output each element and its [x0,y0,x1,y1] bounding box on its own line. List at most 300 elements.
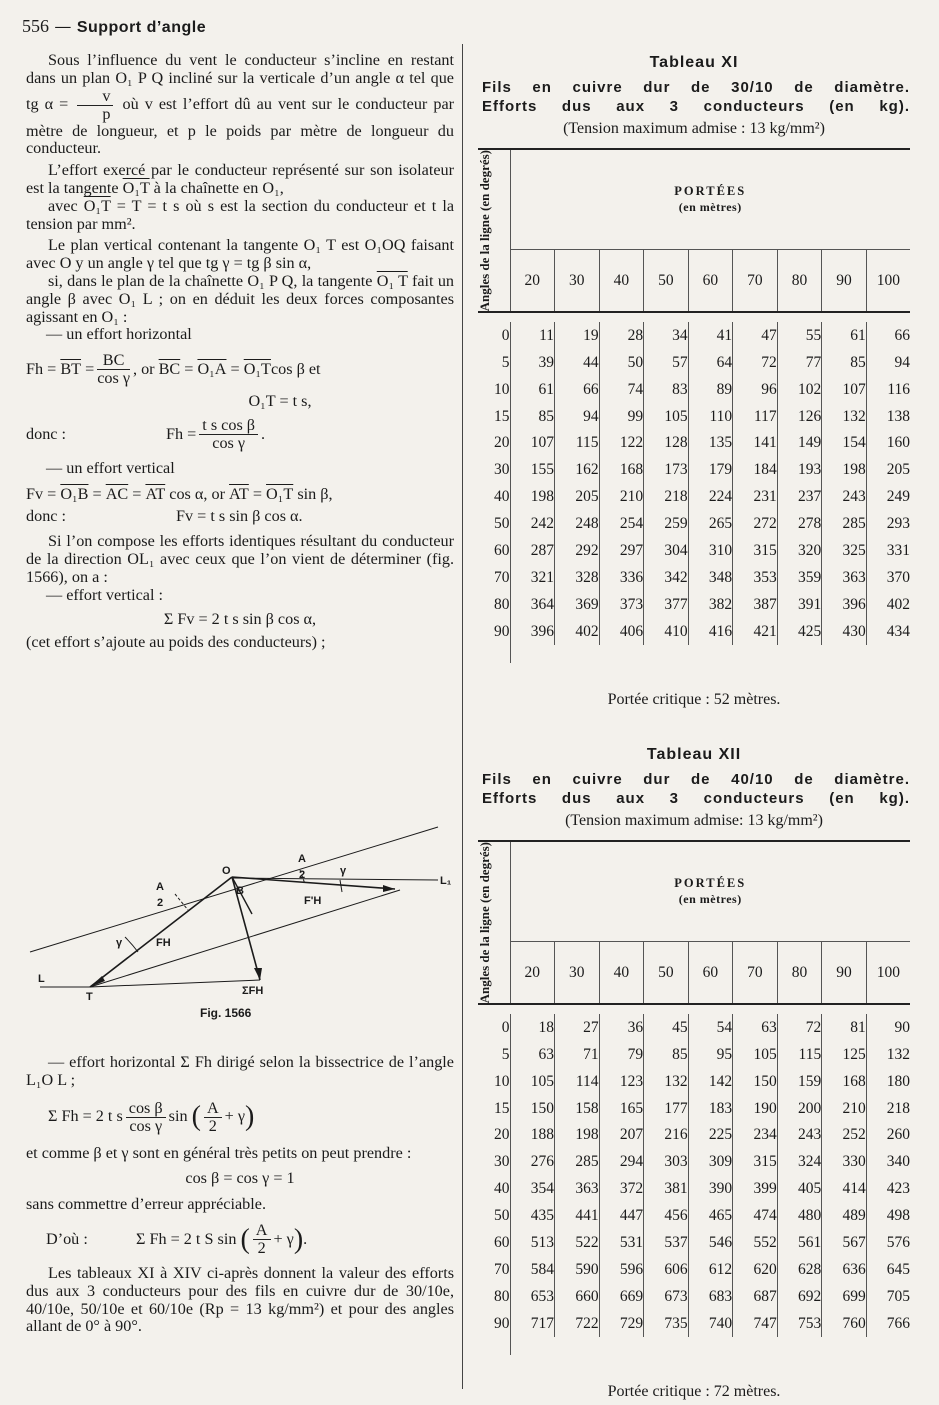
table-cell: 620 [733,1256,778,1283]
table-row [478,591,910,618]
eq1-e: = [230,359,240,378]
table-xi-subtitle-2: Efforts dus aux 3 conducteurs (en kg). [482,98,910,115]
label-2-left: 2 [157,897,164,909]
eq9-a: Σ Fh = 2 t S sin [136,1229,237,1248]
left-text-column [26,52,454,652]
table-row [478,430,910,457]
table-cell: 132 [644,1068,689,1095]
eq4-o1t: O₁T [266,484,294,503]
col-group-unit: (en mètres) [678,200,742,215]
eq1-b: = [85,359,95,378]
col-header: 50 [644,249,689,312]
eq9-half-den: 2 [257,1238,266,1257]
table-row [478,1283,910,1310]
table-cell: 105 [644,403,689,430]
table-cell: 216 [644,1122,689,1149]
row-axis-label: Angles de la ligne (en degrés) [477,842,492,1004]
table-cell: 89 [688,376,733,403]
label-o: O [222,865,231,877]
table-cell: 19 [555,322,600,349]
col-header: 60 [688,249,733,312]
column-divider [462,44,463,1389]
paragraph-1 [26,52,454,158]
table-cell: 364 [530,595,555,613]
col-header: 30 [555,249,600,312]
table-xi-note: (Tension maximum admise : 13 kg/mm²) [563,120,825,137]
table-row [478,1095,910,1122]
table-row [478,1310,910,1337]
row-angle: 0 [478,1014,510,1041]
table-cell: 292 [555,538,600,565]
table-cell: 430 [822,618,867,645]
table-cell: 294 [599,1149,644,1176]
label-a-left: A [156,881,164,893]
table-cell: 99 [599,403,644,430]
table-cell: 498 [866,1203,910,1230]
table-cell: 272 [733,511,778,538]
row-angle: 30 [478,1149,510,1176]
table-cell: 747 [733,1310,778,1337]
table-cell: 55 [777,322,822,349]
table-cell: 162 [555,457,600,484]
eq5-label: donc : [26,506,67,525]
eq7-half-num: A [204,1100,222,1118]
line-l-o [30,827,438,952]
table-cell: 123 [599,1068,644,1095]
row-axis-header [478,841,510,1004]
p2-text: L’effort exercé par le conducteur représenté sur son isolateur est la tangente [26,161,454,197]
table-cell: 359 [777,564,822,591]
table-cell: 531 [599,1230,644,1257]
table-cell: 168 [822,1068,867,1095]
row-angle: 70 [478,564,510,591]
table-cell: 687 [733,1283,778,1310]
paragraph-11: Les tableaux XI à XIV ci-après donnent la valeur des efforts dus aux 3 conducteurs pour des fils en cuivre dur de 30/10e, 40/10e, 50/10e et 60/10e (Rp = 13 kg/mm²) et pour des angles allant de 0° à 90°. [26,1263,454,1336]
eq1-d: = [184,359,194,378]
table-cell: 293 [866,511,910,538]
table-row [478,457,910,484]
table-cell: 154 [822,430,867,457]
table-cell: 183 [688,1095,733,1122]
p3-text: avec [48,196,78,215]
col-header: 100 [866,941,910,1004]
table-cell: 47 [733,322,778,349]
col-header: 70 [733,249,778,312]
table-cell: 85 [538,407,555,425]
table-cell: 115 [777,1041,822,1068]
table-cell: 546 [688,1230,733,1257]
row-angle: 60 [478,538,510,565]
paragraph-8: — effort horizontal Σ Fh dirigé selon la bissectrice de l’angle L₁O L ; [26,1053,454,1089]
paren-close-2: ) [293,1223,304,1255]
table-cell: 537 [644,1230,689,1257]
eq7-b: sin [168,1107,188,1126]
col-header: 30 [555,941,600,1004]
table-cell: 489 [822,1203,867,1230]
left-text-column-lower [26,1054,454,1336]
table-cell: 590 [555,1256,600,1283]
col-group-header [510,841,910,941]
table-cell: 660 [555,1283,600,1310]
table-cell: 72 [777,1014,822,1041]
table-cell: 34 [644,322,689,349]
table-cell: 735 [644,1310,689,1337]
table-cell: 85 [644,1041,689,1068]
table-cell: 218 [866,1095,910,1122]
col-header: 80 [777,941,822,1004]
paragraph-6: Si l’on compose les efforts identiques résultant du conducteur de la direction OL₁ avec ceux que l’on vient de déterminer (fig. 1566), on a : [26,532,454,586]
table-cell: 122 [599,430,644,457]
table-cell: 50 [599,349,644,376]
section-title: Support d’angle [76,19,207,36]
paren-open: ( [191,1101,201,1133]
col-header: 40 [599,249,644,312]
table-cell: 66 [866,322,910,349]
col-group-label: PORTÉES [674,184,747,199]
table-row [478,484,910,511]
eq1-bc: $\overline{BC}$ [158,359,181,378]
table-cell: 421 [733,618,778,645]
eq1-o1a: O₁A [197,359,227,378]
table-cell: 717 [530,1314,555,1332]
p1-text: Sous l’influence du vent le conducteur s’incline en restant dans un plan O₁ P Q incliné sur la verticale d’un angle α tel que tg α = [26,51,454,113]
page-number: 556 [22,16,49,36]
table-cell: 188 [530,1126,555,1144]
table-cell: 309 [688,1149,733,1176]
table-cell: 699 [822,1283,867,1310]
table-row [478,1149,910,1176]
table-cell: 198 [822,457,867,484]
table-cell: 168 [599,457,644,484]
paragraph-7: (cet effort s’ajoute au poids des conducteurs) ; [26,633,326,652]
table-cell: 628 [777,1256,822,1283]
col-header: 20 [524,963,541,981]
label-fh-prime: F'H [304,895,322,907]
table-cell: 57 [644,349,689,376]
table-cell: 567 [822,1230,867,1257]
table-cell: 396 [530,622,555,640]
table-cell: 315 [733,538,778,565]
row-angle: 60 [478,1230,510,1257]
p5-vector: O₁ T [376,271,408,290]
table-cell: 561 [777,1230,822,1257]
eq9-label: D’où : [46,1229,88,1248]
table-cell: 331 [866,538,910,565]
table-cell: 683 [688,1283,733,1310]
col-header: 60 [688,941,733,1004]
table-cell: 74 [599,376,644,403]
figure-caption: Fig. 1566 [200,1006,252,1020]
col-group-unit: (en mètres) [678,892,742,907]
table-cell: 381 [644,1176,689,1203]
table-cell: 95 [688,1041,733,1068]
horizontal-effort-heading: — un effort horizontal [46,325,192,344]
table-cell: 173 [644,457,689,484]
table-cell: 198 [530,488,555,506]
figure-1566 [20,822,460,1032]
table-cell: 377 [644,591,689,618]
table-cell: 28 [599,322,644,349]
p1-text-b: où v est l’effort dû au vent sur le conducteur par mètre de longueur, et p le poids par mètre de longueur du conducteur. [26,94,455,158]
table-cell: 142 [688,1068,733,1095]
table-cell: 114 [555,1068,600,1095]
paragraph-5 [26,273,454,326]
table-cell: 54 [688,1014,733,1041]
table-cell: 225 [688,1122,733,1149]
table-cell: 61 [822,322,867,349]
table-row [478,1122,910,1149]
eq7-den: cos γ [129,1116,163,1135]
eq7-half-den: 2 [208,1116,217,1135]
table-row [478,1230,910,1257]
label-gamma-left: γ [116,937,123,949]
table-cell: 207 [599,1122,644,1149]
table-cell: 107 [530,434,555,452]
eq4-a: Fv = [26,484,57,503]
table-row [478,538,910,565]
row-angle: 80 [478,591,510,618]
table-cell: 705 [866,1283,910,1310]
paragraph-2 [26,162,454,198]
table-xi-critical: Portée critique : 52 mètres. [607,691,781,709]
table-xi-title: Tableau XI [649,54,739,71]
eq1-fraction [97,352,130,387]
table-cell: 110 [688,403,733,430]
table-row [478,349,910,376]
table-cell: 766 [866,1310,910,1337]
table-cell: 396 [822,591,867,618]
table-cell: 193 [777,457,822,484]
col-header: 80 [777,249,822,312]
table-cell: 242 [530,515,555,533]
table-cell: 522 [555,1230,600,1257]
table-xii [478,840,910,1355]
table-cell: 115 [555,430,600,457]
eq7-num: cos β [126,1100,166,1118]
table-cell: 39 [538,353,555,371]
table-cell: 63 [733,1014,778,1041]
eq7-fraction [126,1100,166,1135]
table-cell: 64 [688,349,733,376]
table-xii-subtitle-1: Fils en cuivre dur de 40/10 de diamètre. [482,771,910,788]
frac-den: p [102,104,111,123]
eq4-at: $\overline{AT}$ [145,484,166,503]
label-b: B [236,885,244,897]
paragraph-3 [26,198,454,234]
paren-open-2: ( [240,1223,250,1255]
table-cell: 480 [777,1203,822,1230]
label-gamma-right: γ [340,865,347,877]
table-xii-subtitle-2: Efforts dus aux 3 conducteurs (en kg). [482,790,910,807]
table-cell: 285 [555,1149,600,1176]
table-cell: 336 [599,564,644,591]
table-xi-block [478,54,910,709]
col-header: 100 [866,249,910,312]
table-cell: 612 [688,1256,733,1283]
page-header [22,16,206,37]
table-xi [478,148,910,663]
table-cell: 425 [777,618,822,645]
row-angle: 15 [478,1095,510,1122]
table-cell: 673 [644,1283,689,1310]
table-cell: 447 [599,1203,644,1230]
paragraph-4: Le plan vertical contenant la tangente O₁ T est O₁OQ faisant avec O y un angle γ tel que tg γ = tg β sin α, [26,236,454,273]
row-angle: 50 [478,511,510,538]
row-angle: 20 [478,430,510,457]
eq1-f: cos β et [270,359,321,378]
table-cell: 584 [530,1260,555,1278]
table-xii-note: (Tension maximum admise: 13 kg/mm²) [565,812,823,829]
label-a-right: A [298,853,306,865]
table-row [478,1256,910,1283]
table-cell: 79 [599,1041,644,1068]
row-angle: 5 [478,1041,510,1068]
p3-text-b: = T = t s où s est la section du conducteur et t la tension par mm². [26,196,455,233]
label-l1: L₁ [440,875,452,887]
eq4-e: = [252,484,262,503]
line-t-l1 [90,890,400,987]
table-cell: 434 [866,618,910,645]
row-angle: 10 [478,376,510,403]
table-cell: 363 [555,1176,600,1203]
table-cell: 135 [688,430,733,457]
table-cell: 330 [822,1149,867,1176]
eq4-c: = [132,484,142,503]
table-cell: 210 [822,1095,867,1122]
table-row [478,564,910,591]
table-cell: 237 [777,484,822,511]
table-cell: 205 [866,457,910,484]
table-cell: 102 [777,376,822,403]
table-cell: 66 [555,376,600,403]
table-xi-subtitle-1: Fils en cuivre dur de 30/10 de diamètre. [482,79,910,96]
table-cell: 149 [777,430,822,457]
table-cell: 41 [688,322,733,349]
table-row [478,618,910,645]
table-cell: 243 [822,484,867,511]
table-cell: 71 [555,1041,600,1068]
eq1-c: , or [132,359,155,378]
row-angle: 50 [478,1203,510,1230]
label-t: T [86,991,93,1003]
table-row [478,376,910,403]
line-t-sfh [90,980,260,987]
eq3-num: t s cos β [199,417,258,435]
table-cell: 155 [530,461,555,479]
eq4-b: = [92,484,102,503]
row-angle: 90 [478,1310,510,1337]
equation-fv-donc [26,508,454,526]
col-header: 90 [822,249,867,312]
table-cell: 44 [555,349,600,376]
eq4-at2: $\overline{AT}$ [229,484,249,503]
table-row [478,1041,910,1068]
table-xii-title: Tableau XII [646,746,742,763]
row-angle: 40 [478,484,510,511]
table-cell: 200 [777,1095,822,1122]
table-cell: 205 [555,484,600,511]
table-cell: 248 [555,511,600,538]
col-header: 90 [822,941,867,1004]
paragraph-9: et comme β et γ sont en général très petits on peut prendre : [26,1143,412,1162]
eq9-b: + γ [273,1229,294,1248]
equation-final: D’où : Σ Fh = 2 t S sin ( $\frac{A}{2}$ + γ ) . [46,1220,308,1257]
equation-cos: cos β = cos γ = 1 [185,1169,295,1188]
table-cell: 391 [777,591,822,618]
table-cell: 150 [733,1068,778,1095]
table-cell: 441 [555,1203,600,1230]
equation-sum-fh [48,1100,454,1135]
eq4-d: cos α, or [169,484,225,503]
equation-fv [26,486,454,504]
p3-vector: O₁T [83,196,111,215]
table-cell: 348 [688,564,733,591]
col-header: 40 [599,941,644,1004]
table-cell: 90 [866,1014,910,1041]
table-cell: 96 [733,376,778,403]
table-cell: 304 [644,538,689,565]
eq7-half-fraction [204,1100,222,1135]
eq9-half-fraction [253,1222,271,1257]
table-cell: 760 [822,1310,867,1337]
table-cell: 105 [530,1072,555,1090]
table-cell: 297 [599,538,644,565]
col-header: 20 [524,271,541,289]
eq1-den: cos γ [97,369,130,388]
table-row [478,403,910,430]
frac-num: v [77,88,113,106]
table-cell: 636 [822,1256,867,1283]
table-cell: 210 [599,484,644,511]
arc-gamma-left [125,937,138,952]
equation-o1t: O₁T = t s, [248,392,312,411]
table-cell: 138 [866,403,910,430]
table-row [478,1014,910,1041]
table-cell: 254 [599,511,644,538]
label-l: L [38,973,45,985]
table-cell: 456 [644,1203,689,1230]
table-cell: 77 [777,349,822,376]
eq4-o1b: O₁B [60,484,89,503]
eq3-den: cos γ [212,433,246,452]
arrow-fh-prime [383,885,395,892]
v-over-p-fraction [77,88,113,123]
table-cell: 259 [644,511,689,538]
table-cell: 303 [644,1149,689,1176]
arrow-t [90,976,105,987]
table-cell: 85 [822,349,867,376]
table-cell: 692 [777,1283,822,1310]
row-angle: 5 [478,349,510,376]
row-angle: 80 [478,1283,510,1310]
table-cell: 265 [688,511,733,538]
table-cell: 107 [822,376,867,403]
table-cell: 94 [866,349,910,376]
table-cell: 740 [688,1310,733,1337]
eq1-bt: $\overline{BT}$ [60,359,82,378]
table-row [478,1176,910,1203]
table-cell: 320 [777,538,822,565]
row-angle: 15 [478,403,510,430]
eq1-a: Fh = [26,359,57,378]
table-cell: 177 [644,1095,689,1122]
table-cell: 465 [688,1203,733,1230]
table-cell: 402 [866,591,910,618]
table-cell: 128 [644,430,689,457]
table-cell: 423 [866,1176,910,1203]
col-group-label: PORTÉES [674,876,747,891]
table-cell: 370 [866,564,910,591]
